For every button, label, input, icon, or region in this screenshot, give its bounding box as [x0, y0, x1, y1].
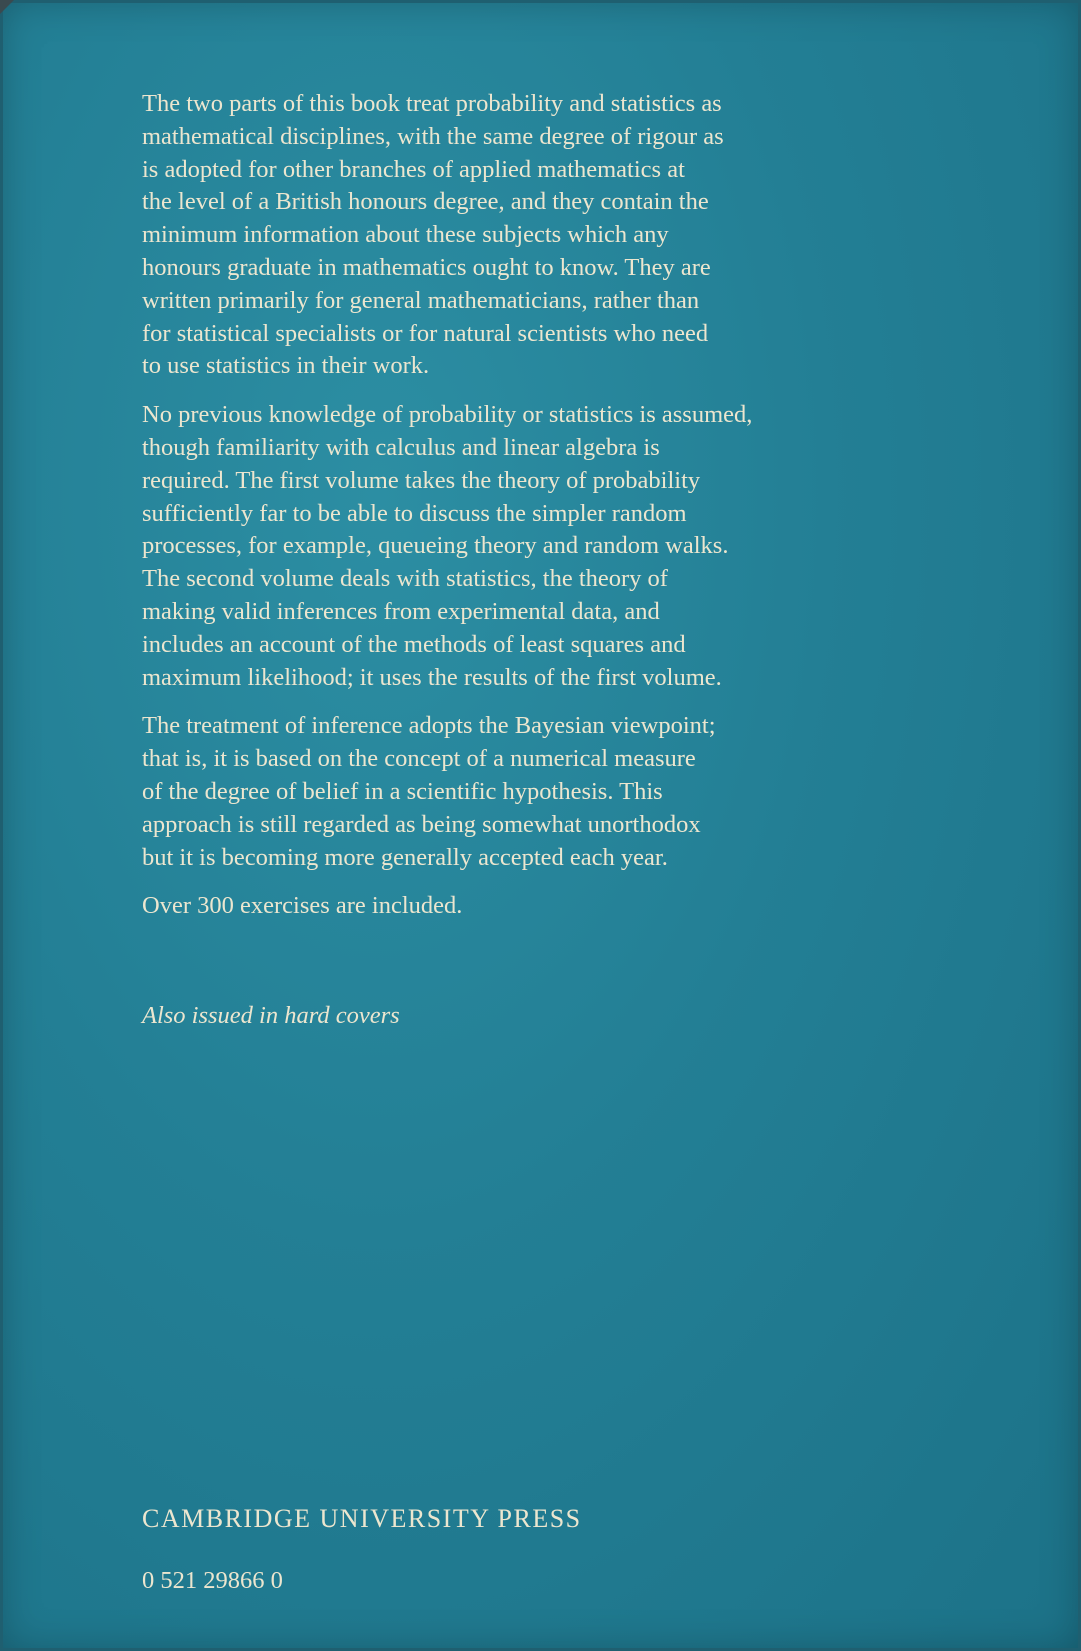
blurb-paragraph-1: The two parts of this book treat probability and statistics as mathematical disciplines, with the same degree of rigour as is adopted for other branches of applied mathematics at the level of a British honours degree, and they contain the minimum information about these subjects which any honours graduate in mathematics ought to know. They are written primarily for general mathematicians, rather than for statistical specialists or for natural scientists who need to use statistics in their work. — [142, 90, 724, 380]
blurb-paragraph-2: No previous knowledge of probability or statistics is assumed, though familiarity with calculus and linear algebra is required. The first volume takes the theory of probability sufficiently far to be able to discuss the simpler random processes, for example, queueing theory and random walks. The second volume deals with statistics, the theory of making valid inferences from experimental data, and includes an account of the methods of least squares and maximum likelihood; it uses the results of the first volume. — [142, 401, 753, 691]
blurb-text — [142, 88, 862, 939]
blurb-paragraph-3: The treatment of inference adopts the Bayesian viewpoint; that is, it is based on the concept of a numerical measure of the degree of belief in a scientific hypothesis. This approach is still regarded as being somewhat unorthodox but it is becoming more generally accepted each year. — [142, 712, 716, 871]
isbn-number: 0 521 29866 0 — [142, 1567, 283, 1594]
worn-corner — [0, 0, 14, 14]
hardcover-note: Also issued in hard covers — [142, 1002, 400, 1029]
blurb-paragraph-4: Over 300 exercises are included. — [142, 892, 463, 920]
publisher-name: CAMBRIDGE UNIVERSITY PRESS — [142, 1504, 582, 1533]
